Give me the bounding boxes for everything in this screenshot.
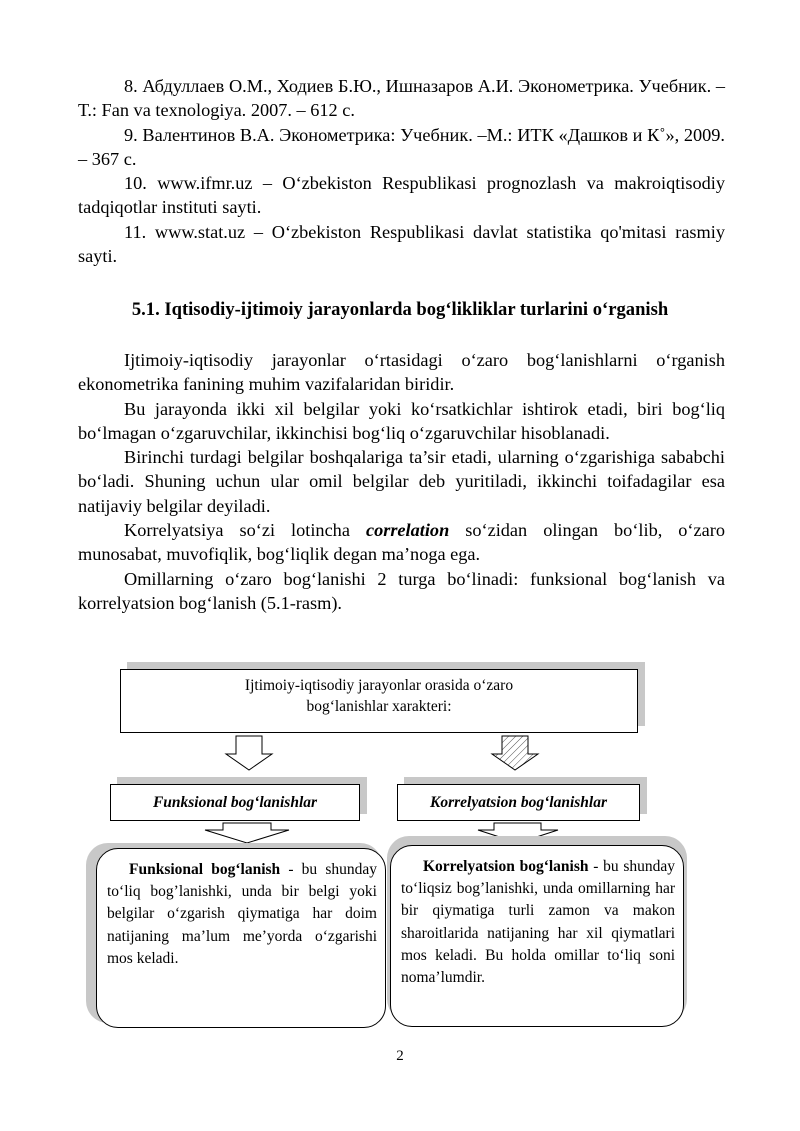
correlation-title: Korrelyatsion bog‘lanishlar [430,794,607,811]
correlation-definition: - bu shunday to‘liqsiz bog’lanishki, unda omillarning har bir qiymatiga turli zamon va makon sharoitlarida natijaning har xil qiymatlari mos keladi. Bu holda omillar to‘liq soni noma’lumdir. [401,858,676,987]
paragraph: Korrelyatsiya so‘zi lotincha correlation so‘zidan olingan bo‘lib, o‘zaro munosabat, muvofiqlik, bog‘liqlik degan ma’noga ega. [78,520,725,565]
arrow-down-icon [492,736,538,770]
correlation-box [397,784,640,821]
page-number: 2 [396,1048,404,1064]
reference-item: 10. www.ifmr.uz – O‘zbekiston Respublikasi prognozlash va makroiqtisodiy tadqiqotlar instituti sayti. [78,173,725,218]
functional-definition: - bu shunday to‘liq bog’lanishki, unda bir belgi yoki belgilar o‘zgarish qiymatiga har doim natijaning ma’lum me’yorda o‘zgarishi mos keladi. [107,861,378,967]
correlation-description-box [390,845,684,1027]
correlation-term: Korrelyatsion bog‘lanish [423,858,589,875]
section-heading: 5.1. Iqtisodiy-ijtimoiy jarayonlarda bog‘likliklar turlarini o‘rganish [131,299,669,320]
functional-box [110,784,360,821]
top-box-line2: bog‘lanishlar xarakteri: [306,698,452,715]
paragraph: Omillarning o‘zaro bog‘lanishi 2 turga bo‘linadi: funksional bog‘lanish va korrelyatsion bog‘lanish (5.1-rasm). [78,568,725,613]
top-box-line1: Ijtimoiy-iqtisodiy jarayonlar orasida o‘zaro [244,677,514,694]
reference-item: 8. Абдуллаев О.М., Ходиев Б.Ю., Ишназаров А.И. Эконометрика. Учебник. –Т.: Fan va texnologiya. 2007. – 612 с. [78,76,725,121]
paragraph: Bu jarayonda ikki xil belgilar yoki ko‘rsatkichlar ishtirok etadi, biri bog‘liq bo‘lmagan o‘zgaruvchilar, ikkinchisi bog‘liq o‘zgaruvchilar hisoblanadi. [78,398,725,443]
arrow-down-icon [226,736,272,770]
reference-item: 9. Валентинов В.А. Эконометрика: Учебник. –М.: ИТК «Дашков и К˚», 2009. – 367 с. [78,124,725,169]
keyword-correlation: correlation [365,520,450,541]
functional-description-box [96,848,386,1028]
paragraph: Ijtimoiy-iqtisodiy jarayonlar o‘rtasidagi o‘zaro bog‘lanishlarni o‘rganish ekonometrika fanining muhim vazifalaridan biridir. [78,350,725,395]
arrow-down-icon [205,823,289,843]
paragraph: Birinchi turdagi belgilar boshqalariga ta’sir etadi, ularning o‘zgarishiga sababchi bo‘ladi. Shuning uchun ular omil belgilar deb yuritiladi, ikkinchi toifadagilar esa natijaviy belgilar deyiladi. [78,447,725,516]
functional-title: Funksional bog‘lanishlar [152,794,318,811]
reference-item: 11. www.stat.uz – O‘zbekiston Respublikasi davlat statistika qo'mitasi rasmiy sayti. [78,221,725,267]
functional-term: Funksional bog‘lanish [129,861,281,878]
